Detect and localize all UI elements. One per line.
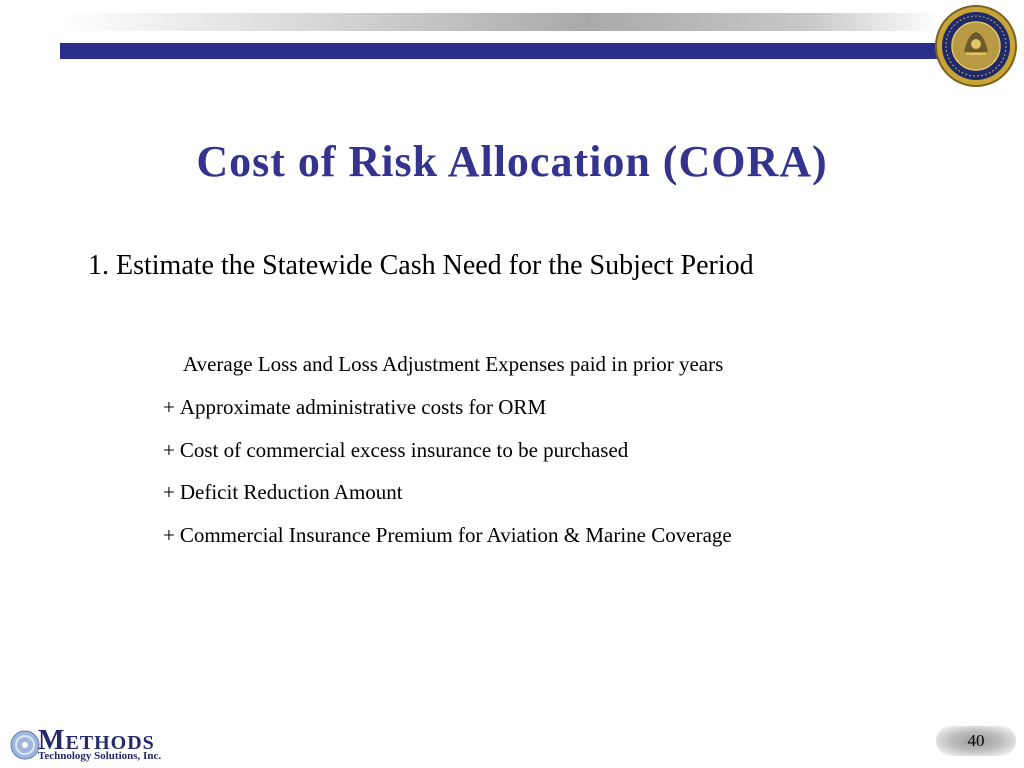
formula-item-text: Approximate administrative costs for ORM: [179, 395, 547, 419]
formula-item: [163, 395, 546, 420]
plus-operator: +: [163, 395, 175, 419]
formula-item-text: Deficit Reduction Amount: [179, 480, 403, 504]
formula-item: [163, 523, 732, 548]
formula-item-text: Cost of commercial excess insurance to be purchased: [179, 438, 629, 462]
page-number-badge: [936, 726, 1016, 756]
formula-item-text: Commercial Insurance Premium for Aviation & Marine Coverage: [179, 523, 732, 547]
plus-operator: +: [163, 438, 175, 462]
step-heading: 1. Estimate the Statewide Cash Need for the Subject Period: [88, 250, 754, 281]
header-gray-bar: [60, 13, 940, 31]
slide-title: Cost of Risk Allocation (CORA): [196, 137, 828, 186]
header-navy-bar: [60, 43, 940, 59]
logo-tagline: Technology Solutions, Inc.: [38, 750, 162, 762]
state-seal-icon: [934, 4, 1018, 88]
methods-logo-icon: [10, 730, 40, 760]
plus-operator: +: [163, 523, 175, 547]
formula-item: [163, 480, 403, 505]
logo-rest: ETHODS: [65, 732, 155, 754]
formula-base-line: Average Loss and Loss Adjustment Expenses paid in prior years: [183, 352, 724, 376]
page-number: 40: [967, 731, 985, 750]
methods-logo: [10, 724, 180, 764]
formula-item: [163, 438, 628, 463]
plus-operator: +: [163, 480, 175, 504]
logo-initial: M: [38, 725, 66, 756]
